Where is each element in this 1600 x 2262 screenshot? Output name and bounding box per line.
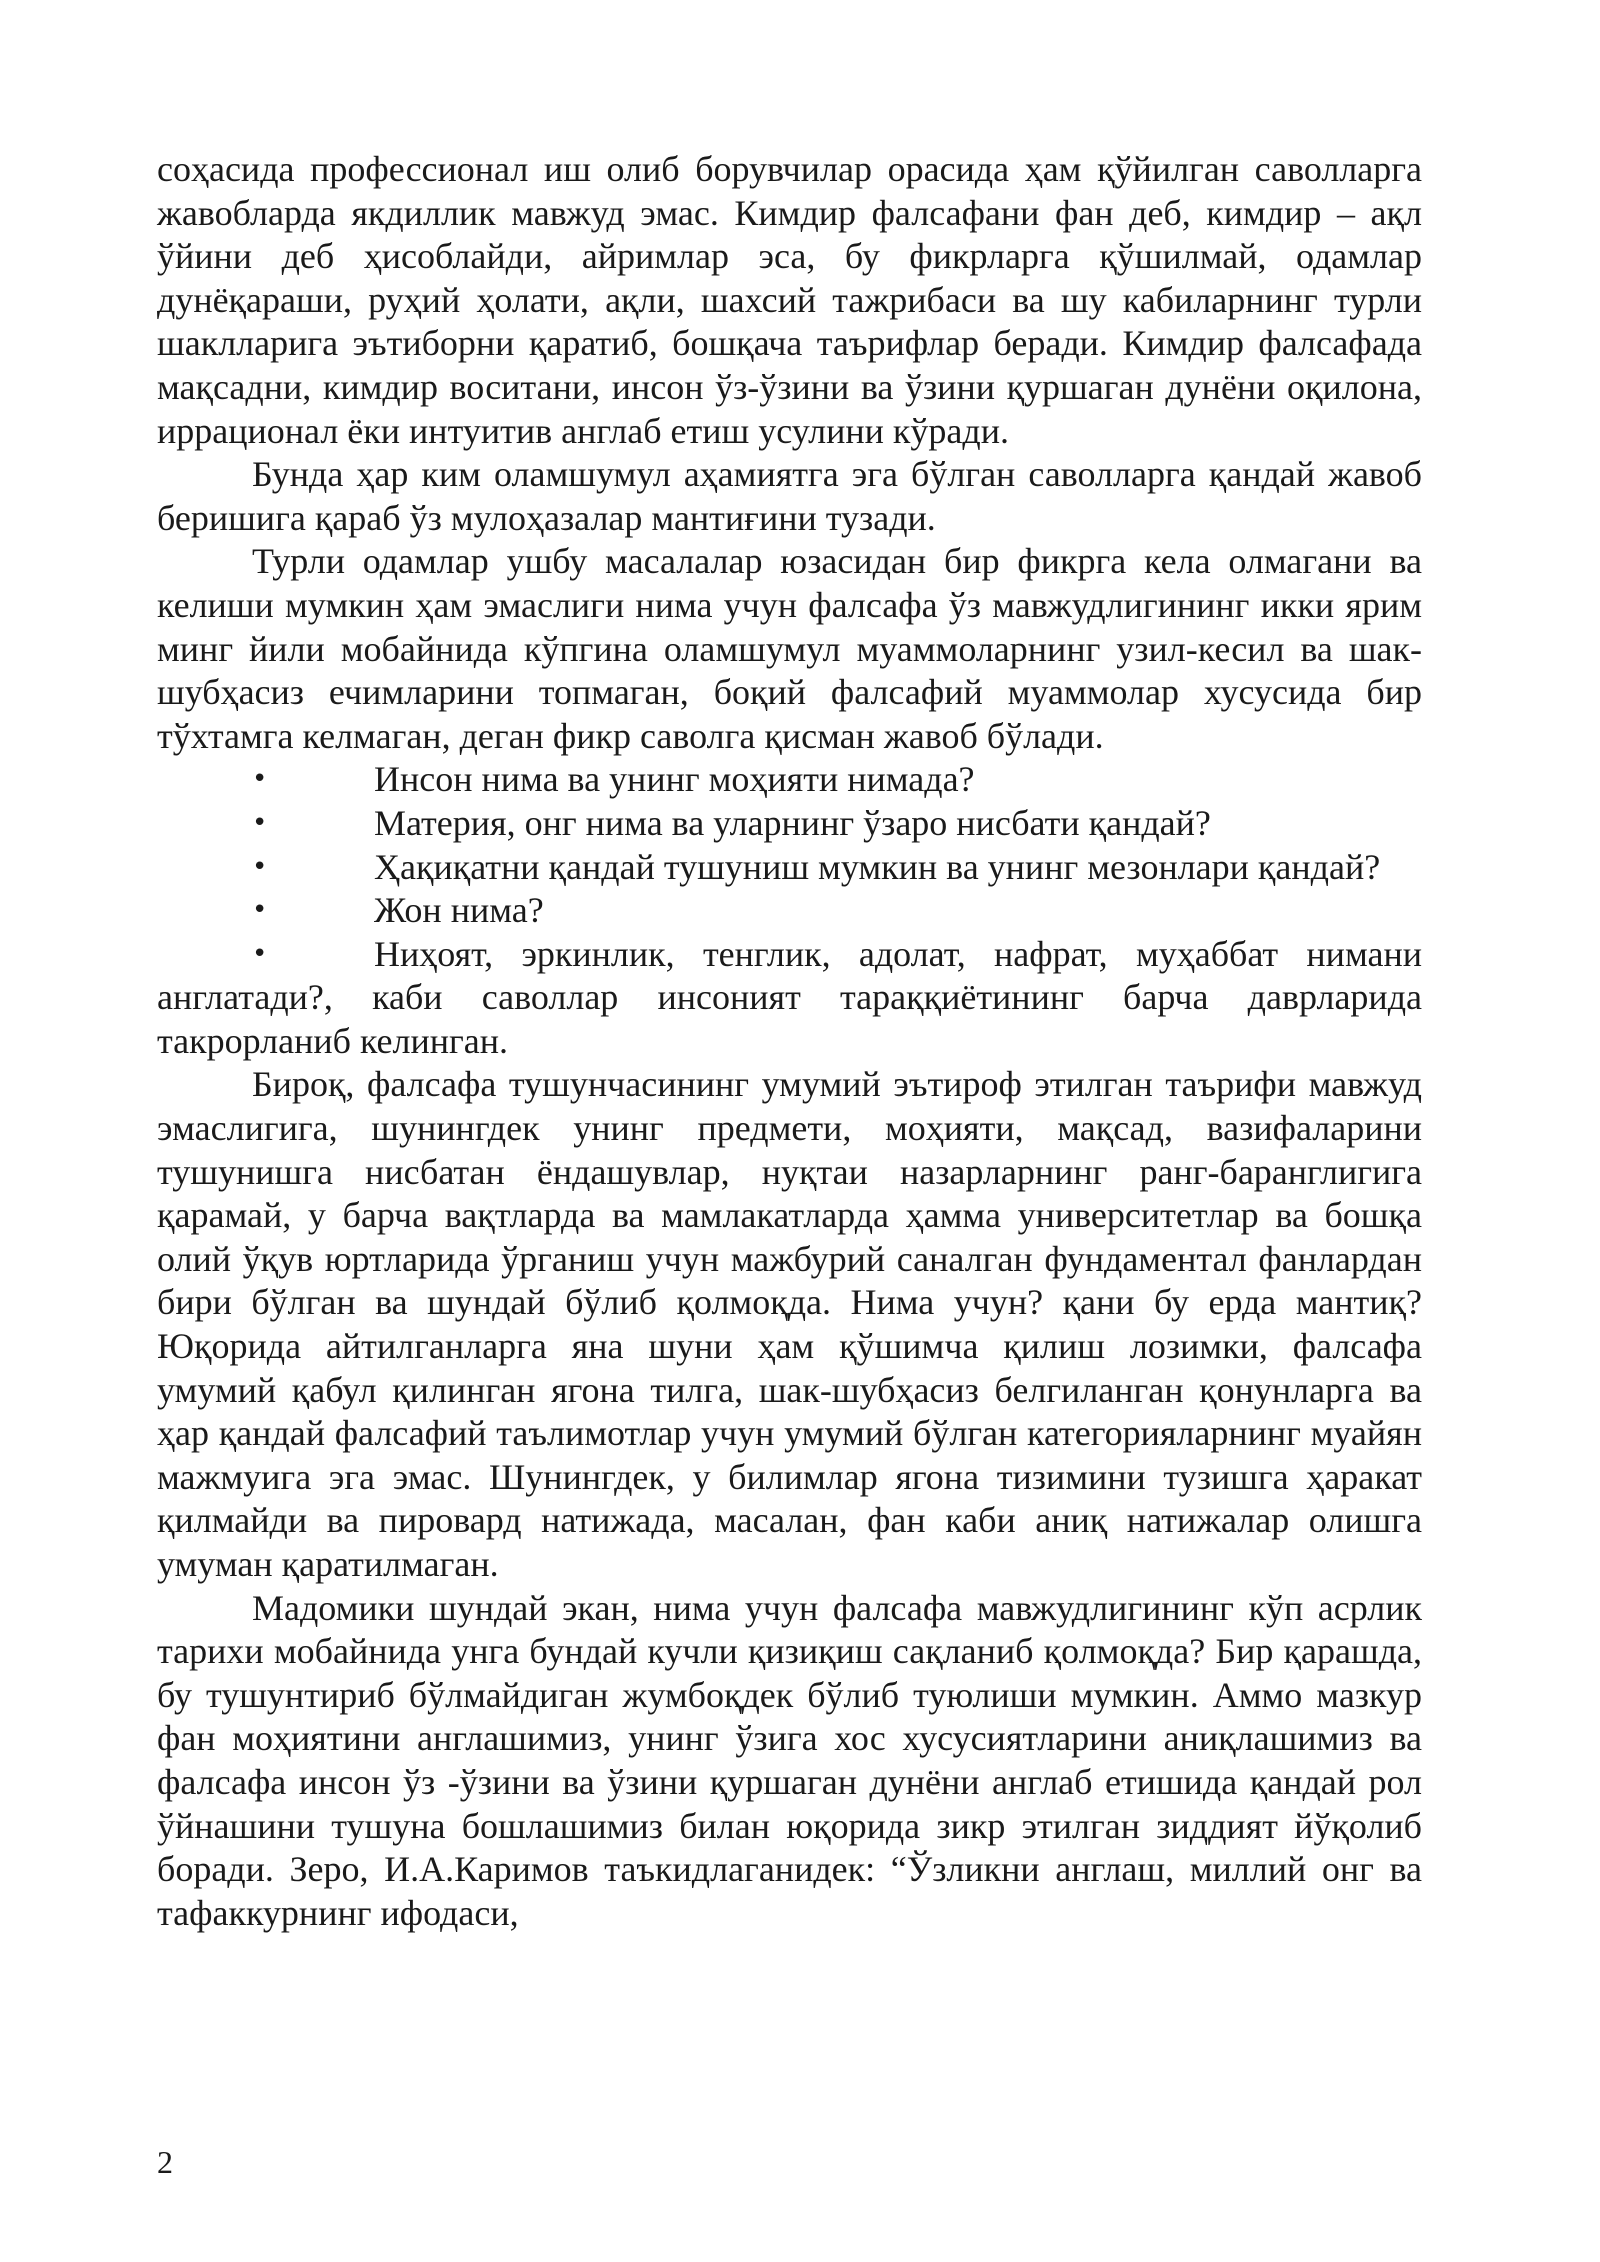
bullet-text: Инсон нима ва унинг моҳияти нимада? <box>374 759 975 800</box>
bullet-icon: • <box>252 938 268 969</box>
paragraph: Бунда ҳар ким оламшумул аҳамиятга эга бўлган саволларга қандай жавоб беришига қараб ўз мулоҳазалар мантиғини тузади. <box>157 454 1422 538</box>
bullet-icon: • <box>252 807 268 838</box>
page-number: 2 <box>157 2144 173 2180</box>
bullet-icon: • <box>252 764 268 795</box>
bullet-icon: • <box>252 895 268 926</box>
bullet-item <box>157 802 1422 846</box>
bullet-item <box>157 758 1422 802</box>
bullet-text: Ниҳоят, эркинлик, тенглик, адолат, нафрат, муҳаббат нимани англатади?, каби саволлар инсоният тараққиётининг барча даврларида такрорланиб келинган. <box>157 933 1422 1061</box>
paragraph: Турли одамлар ушбу масалалар юзасидан бир фикрга кела олмагани ва келиши мумкин ҳам эмаслиги нима учун фалсафа ўз мавжудлигининг икки ярим минг йили мобайнида кўпгина оламшумул муаммоларнинг узил-кесил ва шак-шубҳасиз ечимларини топмаган, боқий фалсафий муаммолар хусусида бир тўхтамга келмаган, деган фикр саволга қисман жавоб бўлади. <box>157 541 1422 756</box>
bullet-item <box>157 846 1422 890</box>
paragraph-continuation: соҳасида профессионал иш олиб борувчилар орасида ҳам қўйилган саволларга жавобларда якдиллик мавжуд эмас. Кимдир фалсафани фан деб, кимдир – ақл ўйини деб ҳисоблайди, айримлар эса, бу фикрларга қўшилмай, одамлар дунёқараши, руҳий ҳолати, ақли, шахсий тажрибаси ва шу кабиларнинг турли шаклларига эътиборни қаратиб, бошқача таърифлар беради. Кимдир фалсафада мақсадни, кимдир воситани, инсон ўз-ўзини ва ўзини қуршаган дунёни оқилона, иррационал ёки интуитив англаб етиш усулини кўради. <box>157 149 1422 451</box>
bullet-text: Ҳақиқатни қандай тушуниш мумкин ва унинг мезонлари қандай? <box>374 846 1381 887</box>
document-page <box>157 148 1422 1935</box>
bullet-item <box>157 889 1422 933</box>
paragraph: Мадомики шундай экан, нима учун фалсафа мавжудлигининг кўп асрлик тарихи мобайнида унга бундай кучли қизиқиш сақланиб қолмоқда? Бир қарашда, бу тушунтириб бўлмайдиган жумбоқдек бўлиб туюлиши мумкин. Аммо мазкур фан моҳиятини англашимиз, унинг ўзига хос хусусиятларини аниқлашимиз ва фалсафа инсон ўз -ўзини ва ўзини қуршаган дунёни англаб етишида қандай рол ўйнашини тушуна бошлашимиз билан юқорида зикр этилган зиддият йўқолиб боради. Зеро, И.А.Каримов таъкидлаганидек: “Ўзликни англаш, миллий онг ва тафаккурнинг ифодаси, <box>157 1587 1422 1933</box>
paragraph: Бироқ, фалсафа тушунчасининг умумий эътироф этилган таърифи мавжуд эмаслигига, шунингдек унинг предмети, моҳияти, мақсад, вазифаларини тушунишга нисбатан ёндашувлар, нуқтаи назарларнинг ранг-баранглигига қарамай, у барча вақтларда ва мамлакатларда ҳамма университетлар ва бошқа олий ўқув юртларида ўрганиш учун мажбурий саналган фундаментал фанлардан бири бўлган ва шундай бўлиб қолмоқда. Нима учун? қани бу ерда мантиқ? Юқорида айтилганларга яна шуни ҳам қўшимча қилиш лозимки, фалсафа умумий қабул қилинган ягона тилга, шак-шубҳасиз белгиланган қонунларга ва ҳар қандай фалсафий таълимотлар учун умумий бўлган категорияларнинг муайян мажмуига эга эмас. Шунингдек, у билимлар ягона тизимини тузишга ҳаракат қилмайди ва пировард натижада, масалан, фан каби аниқ натижалар олишга умуман қаратилмаган. <box>157 1064 1422 1584</box>
bullet-item <box>157 933 1422 1064</box>
bullet-icon: • <box>252 851 268 882</box>
bullet-text: Материя, онг нима ва уларнинг ўзаро нисбати қандай? <box>374 802 1211 843</box>
bullet-text: Жон нима? <box>374 890 544 931</box>
